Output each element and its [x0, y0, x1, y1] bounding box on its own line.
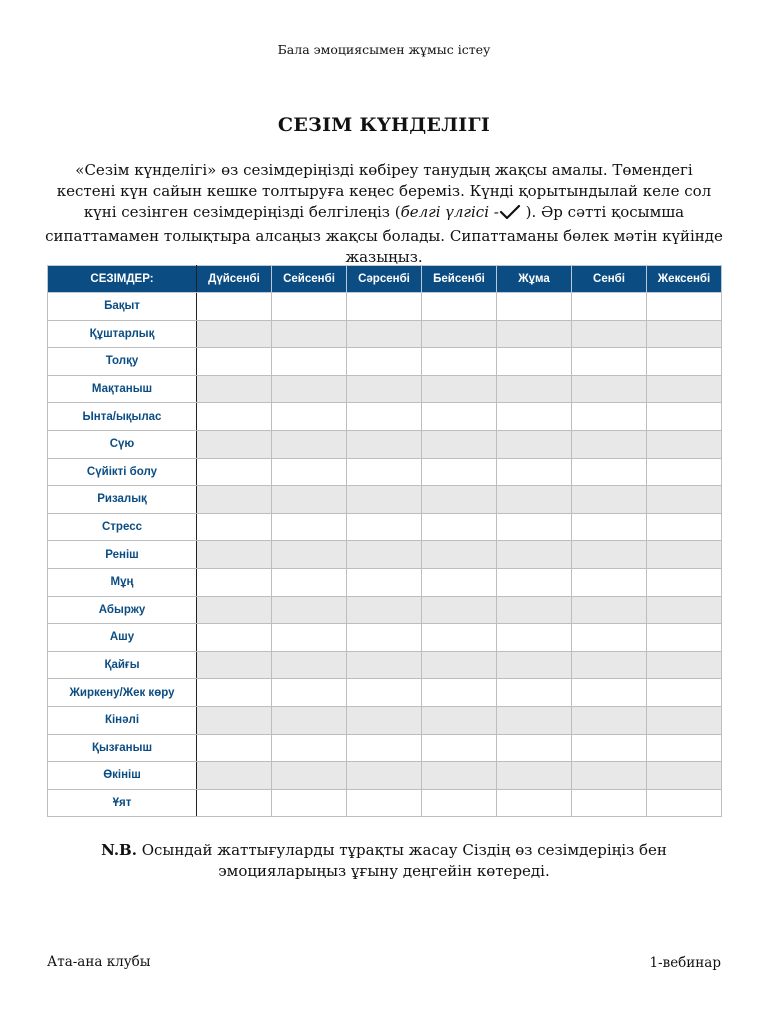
checkbox-cell-tuesday[interactable]: [272, 789, 347, 817]
checkbox-cell-monday[interactable]: [197, 541, 272, 569]
checkbox-cell-thursday[interactable]: [422, 568, 497, 596]
checkbox-cell-monday[interactable]: [197, 486, 272, 514]
table-row: [48, 458, 722, 486]
table-row: [48, 762, 722, 790]
checkbox-cell-saturday[interactable]: [572, 430, 647, 458]
feelings-table: [47, 265, 722, 817]
checkbox-cell-wednesday[interactable]: [347, 734, 422, 762]
table-row: [48, 789, 722, 817]
checkbox-cell-wednesday[interactable]: [347, 706, 422, 734]
feeling-label: Толқу: [48, 348, 197, 376]
checkbox-cell-friday[interactable]: [497, 568, 572, 596]
checkbox-cell-tuesday[interactable]: [272, 541, 347, 569]
checkbox-cell-friday[interactable]: [497, 513, 572, 541]
checkbox-cell-tuesday[interactable]: [272, 348, 347, 376]
feeling-label: Ризалық: [48, 486, 197, 514]
checkbox-cell-tuesday[interactable]: [272, 651, 347, 679]
checkbox-cell-thursday[interactable]: [422, 320, 497, 348]
checkbox-cell-tuesday[interactable]: [272, 624, 347, 652]
checkbox-cell-friday[interactable]: [497, 789, 572, 817]
checkbox-cell-saturday[interactable]: [572, 486, 647, 514]
checkbox-cell-thursday[interactable]: [422, 706, 497, 734]
table-row: [48, 568, 722, 596]
checkbox-cell-wednesday[interactable]: [347, 348, 422, 376]
checkbox-cell-monday[interactable]: [197, 293, 272, 321]
checkbox-cell-tuesday[interactable]: [272, 596, 347, 624]
checkbox-cell-wednesday[interactable]: [347, 403, 422, 431]
checkbox-cell-friday[interactable]: [497, 486, 572, 514]
checkbox-cell-thursday[interactable]: [422, 596, 497, 624]
feeling-label: Стресс: [48, 513, 197, 541]
checkbox-cell-saturday[interactable]: [572, 596, 647, 624]
checkbox-cell-sunday[interactable]: [647, 679, 722, 707]
table-row: [48, 651, 722, 679]
feeling-label: Өкініш: [48, 762, 197, 790]
checkbox-cell-wednesday[interactable]: [347, 762, 422, 790]
feeling-label: Ашу: [48, 624, 197, 652]
checkbox-cell-sunday[interactable]: [647, 762, 722, 790]
checkbox-cell-thursday[interactable]: [422, 734, 497, 762]
checkbox-cell-wednesday[interactable]: [347, 293, 422, 321]
checkbox-cell-sunday[interactable]: [647, 734, 722, 762]
feeling-label: Кінәлі: [48, 706, 197, 734]
checkbox-cell-sunday[interactable]: [647, 375, 722, 403]
checkbox-cell-sunday[interactable]: [647, 624, 722, 652]
feeling-label: Құштарлық: [48, 320, 197, 348]
table-row: [48, 320, 722, 348]
checkbox-cell-thursday[interactable]: [422, 293, 497, 321]
feeling-label: Қызғаныш: [48, 734, 197, 762]
column-header-sunday: Жексенбі: [647, 266, 722, 293]
checkbox-cell-sunday[interactable]: [647, 789, 722, 817]
table-row: [48, 348, 722, 376]
checkbox-cell-tuesday[interactable]: [272, 430, 347, 458]
column-header-tuesday: Сейсенбі: [272, 266, 347, 293]
checkbox-cell-wednesday[interactable]: [347, 430, 422, 458]
checkbox-cell-friday[interactable]: [497, 320, 572, 348]
checkbox-cell-sunday[interactable]: [647, 403, 722, 431]
checkbox-cell-saturday[interactable]: [572, 320, 647, 348]
checkbox-cell-thursday[interactable]: [422, 624, 497, 652]
checkbox-cell-monday[interactable]: [197, 596, 272, 624]
checkbox-cell-saturday[interactable]: [572, 706, 647, 734]
checkbox-cell-thursday[interactable]: [422, 486, 497, 514]
column-header-wednesday: Сәрсенбі: [347, 266, 422, 293]
checkbox-cell-sunday[interactable]: [647, 430, 722, 458]
checkbox-cell-wednesday[interactable]: [347, 513, 422, 541]
checkbox-cell-monday[interactable]: [197, 513, 272, 541]
checkbox-cell-saturday[interactable]: [572, 651, 647, 679]
checkbox-cell-sunday[interactable]: [647, 293, 722, 321]
checkbox-cell-tuesday[interactable]: [272, 486, 347, 514]
checkbox-cell-monday[interactable]: [197, 320, 272, 348]
table-row: [48, 679, 722, 707]
intro-paragraph: [44, 160, 724, 268]
feeling-label: Бақыт: [48, 293, 197, 321]
checkbox-cell-wednesday[interactable]: [347, 568, 422, 596]
column-header-thursday: Бейсенбі: [422, 266, 497, 293]
checkbox-cell-tuesday[interactable]: [272, 375, 347, 403]
table-row: [48, 375, 722, 403]
table-row: [48, 513, 722, 541]
feeling-label: Ынта/ықылас: [48, 403, 197, 431]
checkbox-cell-sunday[interactable]: [647, 568, 722, 596]
table-row: [48, 430, 722, 458]
checkbox-cell-monday[interactable]: [197, 651, 272, 679]
checkbox-cell-thursday[interactable]: [422, 513, 497, 541]
checkbox-cell-saturday[interactable]: [572, 568, 647, 596]
table-row: [48, 293, 722, 321]
checkbox-cell-thursday[interactable]: [422, 651, 497, 679]
table-row: [48, 706, 722, 734]
feeling-label: Мақтаныш: [48, 375, 197, 403]
checkbox-cell-friday[interactable]: [497, 706, 572, 734]
checkbox-cell-tuesday[interactable]: [272, 679, 347, 707]
checkbox-cell-sunday[interactable]: [647, 651, 722, 679]
checkbox-cell-sunday[interactable]: [647, 513, 722, 541]
feeling-label: Мұң: [48, 568, 197, 596]
checkbox-cell-friday[interactable]: [497, 430, 572, 458]
note-label: N.B.: [101, 841, 137, 859]
checkbox-cell-wednesday[interactable]: [347, 541, 422, 569]
table-row: [48, 403, 722, 431]
checkbox-cell-wednesday[interactable]: [347, 486, 422, 514]
feeling-label: Қайғы: [48, 651, 197, 679]
checkbox-cell-monday[interactable]: [197, 458, 272, 486]
checkbox-cell-thursday[interactable]: [422, 403, 497, 431]
checkbox-cell-friday[interactable]: [497, 541, 572, 569]
checkbox-cell-friday[interactable]: [497, 375, 572, 403]
checkbox-cell-sunday[interactable]: [647, 458, 722, 486]
checkbox-cell-friday[interactable]: [497, 734, 572, 762]
checkbox-cell-monday[interactable]: [197, 789, 272, 817]
checkbox-cell-wednesday[interactable]: [347, 375, 422, 403]
intro-text-part1: «Сезім күнделігі» өз сезімдеріңізді көбіреу танудың жақсы амалы. Төмендегі кестені күн сайын кешке толтыруға кеңес береміз. Күнді қорытындылай келе сол күні сезінген сезімдеріңізді белгілеңіз (: [56, 161, 712, 221]
checkbox-cell-saturday[interactable]: [572, 458, 647, 486]
checkbox-cell-friday[interactable]: [497, 679, 572, 707]
checkbox-cell-tuesday[interactable]: [272, 706, 347, 734]
checkbox-cell-thursday[interactable]: [422, 375, 497, 403]
checkbox-cell-thursday[interactable]: [422, 430, 497, 458]
checkbox-cell-sunday[interactable]: [647, 541, 722, 569]
checkbox-cell-monday[interactable]: [197, 624, 272, 652]
feeling-label: Абыржу: [48, 596, 197, 624]
checkbox-cell-friday[interactable]: [497, 596, 572, 624]
checkbox-cell-sunday[interactable]: [647, 320, 722, 348]
checkbox-cell-wednesday[interactable]: [347, 651, 422, 679]
checkbox-cell-wednesday[interactable]: [347, 789, 422, 817]
checkbox-cell-saturday[interactable]: [572, 541, 647, 569]
checkbox-cell-saturday[interactable]: [572, 624, 647, 652]
feeling-label: Ұят: [48, 789, 197, 817]
checkbox-cell-monday[interactable]: [197, 706, 272, 734]
checkbox-cell-saturday[interactable]: [572, 403, 647, 431]
checkbox-cell-saturday[interactable]: [572, 762, 647, 790]
checkbox-cell-friday[interactable]: [497, 403, 572, 431]
checkbox-cell-monday[interactable]: [197, 679, 272, 707]
checkbox-cell-tuesday[interactable]: [272, 734, 347, 762]
checkbox-cell-wednesday[interactable]: [347, 458, 422, 486]
checkbox-cell-wednesday[interactable]: [347, 679, 422, 707]
feeling-label: Сүю: [48, 430, 197, 458]
note-text: Осындай жаттығуларды тұрақты жасау Сіздің өз сезімдеріңіз бен эмоцияларыңыз ұғыну деңгейін көтереді.: [136, 841, 667, 880]
checkbox-cell-wednesday[interactable]: [347, 596, 422, 624]
checkbox-cell-thursday[interactable]: [422, 762, 497, 790]
column-header-monday: Дүйсенбі: [197, 266, 272, 293]
page-header: Бала эмоциясымен жұмыс істеу: [277, 42, 491, 57]
page-title: СЕЗІМ КҮНДЕЛІГІ: [277, 114, 491, 136]
checkbox-cell-monday[interactable]: [197, 403, 272, 431]
column-header-saturday: Сенбі: [572, 266, 647, 293]
feeling-label: Реніш: [48, 541, 197, 569]
checkbox-cell-thursday[interactable]: [422, 458, 497, 486]
checkbox-cell-friday[interactable]: [497, 762, 572, 790]
checkbox-cell-sunday[interactable]: [647, 596, 722, 624]
checkbox-cell-saturday[interactable]: [572, 513, 647, 541]
table-row: [48, 596, 722, 624]
checkbox-cell-friday[interactable]: [497, 624, 572, 652]
feeling-label: Сүйікті болу: [48, 458, 197, 486]
checkbox-cell-tuesday[interactable]: [272, 403, 347, 431]
checkbox-cell-monday[interactable]: [197, 762, 272, 790]
checkbox-cell-tuesday[interactable]: [272, 762, 347, 790]
intro-text-part2: ). Әр сәтті қосымша сипаттамамен толықтыра алсаңыз жақсы болады. Сипаттаманы бөлек мәтін күйінде жазыңыз.: [45, 203, 723, 266]
checkbox-cell-saturday[interactable]: [572, 375, 647, 403]
example-label: белгі үлгісі -: [400, 203, 499, 221]
checkbox-cell-monday[interactable]: [197, 375, 272, 403]
checkbox-cell-friday[interactable]: [497, 348, 572, 376]
feeling-label: Жиркену/Жек көру: [48, 679, 197, 707]
checkbox-cell-saturday[interactable]: [572, 348, 647, 376]
checkbox-cell-saturday[interactable]: [572, 293, 647, 321]
checkbox-cell-friday[interactable]: [497, 293, 572, 321]
note-paragraph: [84, 840, 684, 882]
checkbox-cell-saturday[interactable]: [572, 789, 647, 817]
table-row: [48, 734, 722, 762]
checkbox-cell-wednesday[interactable]: [347, 320, 422, 348]
checkbox-cell-sunday[interactable]: [647, 706, 722, 734]
table-row: [48, 486, 722, 514]
table-header-row: [48, 266, 722, 293]
checkbox-cell-saturday[interactable]: [572, 679, 647, 707]
checkbox-cell-tuesday[interactable]: [272, 458, 347, 486]
checkbox-cell-wednesday[interactable]: [347, 624, 422, 652]
checkbox-cell-sunday[interactable]: [647, 348, 722, 376]
checkbox-cell-tuesday[interactable]: [272, 320, 347, 348]
checkbox-cell-tuesday[interactable]: [272, 293, 347, 321]
checkbox-cell-monday[interactable]: [197, 734, 272, 762]
table-row: [48, 624, 722, 652]
checkbox-cell-thursday[interactable]: [422, 541, 497, 569]
checkbox-cell-thursday[interactable]: [422, 789, 497, 817]
footer-club-name: Ата-ана клубы: [47, 954, 151, 970]
checkbox-cell-monday[interactable]: [197, 430, 272, 458]
checkbox-cell-monday[interactable]: [197, 568, 272, 596]
checkbox-cell-friday[interactable]: [497, 651, 572, 679]
column-header-feelings: СЕЗІМДЕР:: [48, 266, 197, 293]
column-header-friday: Жұма: [497, 266, 572, 293]
checkbox-cell-tuesday[interactable]: [272, 568, 347, 596]
checkbox-cell-tuesday[interactable]: [272, 513, 347, 541]
checkbox-cell-monday[interactable]: [197, 348, 272, 376]
checkmark-icon: [499, 204, 521, 226]
checkbox-cell-sunday[interactable]: [647, 486, 722, 514]
checkbox-cell-friday[interactable]: [497, 458, 572, 486]
table-row: [48, 541, 722, 569]
checkbox-cell-saturday[interactable]: [572, 734, 647, 762]
checkbox-cell-thursday[interactable]: [422, 348, 497, 376]
checkbox-cell-thursday[interactable]: [422, 679, 497, 707]
footer-webinar-number: 1-вебинар: [649, 955, 721, 971]
